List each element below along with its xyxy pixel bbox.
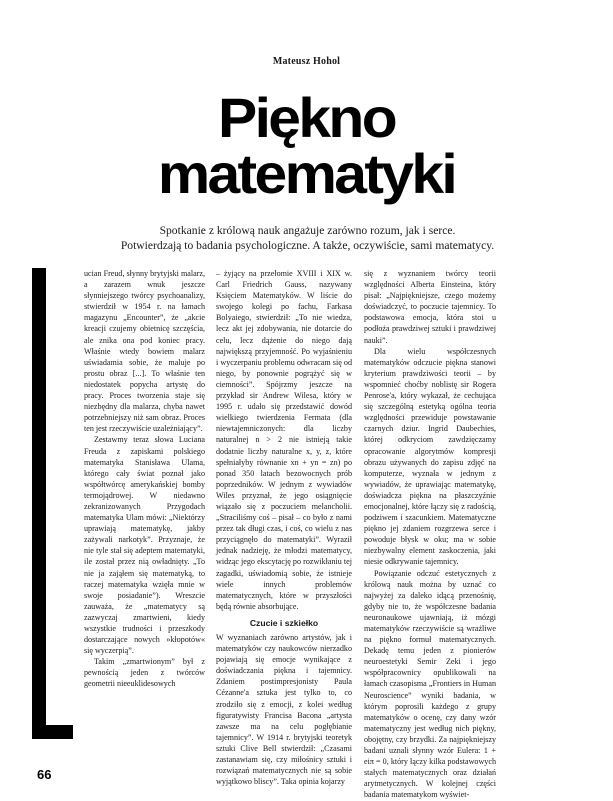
text-column-2	[216, 268, 352, 787]
drop-cap-foot	[32, 725, 73, 739]
title-line-2: matematyki	[157, 142, 456, 205]
article-lead	[60, 223, 555, 253]
paragraph: Powiązanie odczuć estetycznych z królową nauk można by uznać co najwyżej za daleko idącą przenośnię, gdyby nie to, że współczesne badania neuronaukowe ujawniają, iż mózgi matematyków rzeczywiście są wrażliwe na piękno formuł matematycznych. Dekadę temu jeden z pionierów neuroestetyki Semir Zeki i jego współpracownicy opublikowali na łamach czasopisma „Frontiers in Human Neuroscience” wyniki badania, w którym poprosili każdego z grupy matematyków o ocenę, czy dany wzór matematyczny jest według nich piękny, obojętny, czy brzydki. Za najpiękniejszy badani uznali słynny wzór Eulera: 1 + eiπ = 0, który łączy kilka podstawowych stałych matematycznych oraz działań arytmetycznych. W kolejnej części badania matematykom wyświet-	[364, 568, 496, 800]
paragraph: W wyznaniach zarówno artystów, jak i matematyków czy naukowców nierzadko pojawiają się emocje wynikające z doświadczania piękna i tajemnicy. Zdaniem postimpresjonisty Paula Cézanne'a sztuka jest tylko to, co zrodziło się z emocji, z kolei według figuratywisty Francisa Bacona „artysta zawsze ma na celu pogłębianie tajemnicy”. W 1914 r. brytyjski teoretyk sztuki Clive Bell stwierdził: „Czasami zastanawiam się, czy miłośnicy sztuki i rozwiązań matematycznych nie są sobie wyjątkowo bliscy”. Taka opinia kojarzy	[216, 633, 352, 787]
paragraph: – żyjący na przełomie XVIII i XIX w. Carl Friedrich Gauss, nazywany Księciem Matematyków. W liście do swojego kolegi po fachu, Farkasa Bolyaiego, stwierdził: „To nie wiedza, lecz akt jej zdobywania, nie dotarcie do celu, lecz dążenie do niego dają największą przyjemność. Po wyjaśnieniu i wyczerpaniu problemu odwracam się od niego, by ponownie pogrążyć się w ciemności”. Spójrzmy jeszcze na przykład sir Andrew Wilesa, który w 1995 r. udało się przedstawić dowód wielkiego twierdzenia Fermata (dla niewtajemniczonych: dla liczby naturalnej n > 2 nie istnieją takie dodatnie liczby naturalne x, y, z, które spełniałyby równanie xn + yn = zn) po ponad 350 latach bezowocnych prób poprzedników. W jednym z wywiadów Wiles przyznał, że jego osiągnięcie wiązało się z poczuciem melancholii. „Straciliśmy coś – pisał – co było z nami przez tak długi czas, i coś, co wielu z nas przyciągnęło do matematyki”. Wyraził jednak nadzieję, że młodzi matematycy, widząc jego ekscytację po rozwikłaniu tej zagadki, uświadomią sobie, że istnieje wiele innych problemów matematycznych, które w przyszłości będą równie absorbujące.	[216, 269, 352, 611]
section-heading: Czucie i szkiełko	[249, 617, 319, 628]
lead-line-2: Potwierdzają to badania psychologiczne. A także, oczywiście, sami matematycy.	[120, 239, 495, 252]
paragraph: Zestawmy teraz słowa Luciana Freuda z zapiskami polskiego matematyka Stanisława Ulama, którego cały świat poznał jako współtwórcę amerykańskiej bomby termojądrowej. W niedawno zekranizowanych Przygodach matematyka Ulam mówi: „Niektórzy uprawiają matematykę, jakby zażywali narkotyk”. Przyznaje, że nie tyle stał się adeptem matematyki, ile został przez nią owładnięty. „To nie ja zająłem się matematyką, to raczej matematyka wzięła mnie w swoje posiadanie”). Wreszcie zauważa, że „matematycy są zazwyczaj zmartwieni, kiedy wszystkie trudności i przeszkody dostarczające nowych »kłopotów« się wyczerpią”.	[84, 435, 205, 656]
author-byline: Mateusz Hohol	[272, 56, 341, 67]
page-number: 66	[37, 767, 52, 782]
paragraph: Takim „zmartwionym” był z pewnością jeden z twórców geometrii nieeuklidesowych	[84, 657, 205, 689]
article-title	[0, 86, 613, 205]
paragraph: się z wyznaniem twórcy teorii względności Alberta Einsteina, który pisał: „Najpiękniejsze, czego możemy doświadczyć, to poczucie tajemnicy. To podstawowa emocja, która stoi u podłoża prawdziwej sztuki i prawdziwej nauki”.	[364, 269, 496, 345]
text-column-1	[84, 268, 205, 690]
paragraph: ucian Freud, słynny brytyjski malarz, a zarazem wnuk jeszcze słynniejszego twórcy psychoanalizy, stwierdził w 1954 r. na łamach magazynu „Encounter”, że „akcie kreacji czujemy obietnicę szczęścia, ale znika ona pod koniec pracy. Właśnie wtedy bowiem malarz uświadamia sobie, że maluje po prostu obraz [...]. To właśnie ten niedostatek popycha artystę do pracy. Proces tworzenia staje się niezbędny dla malarza, chyba nawet potrzebniejszy niż sam obraz. Proces ten jest rzeczywiście uzależniający”.	[84, 269, 205, 434]
lead-line-1: Spotkanie z królową nauk angażuje zarówno rozum, jak i serce.	[159, 224, 456, 237]
paragraph: Dla wielu współczesnych matematyków odczucie piękna stanowi kryterium prawdziwości teorii – by wspomnieć choćby noblistę sir Rogera Penrose'a, który wykazał, że cechująca się szczególną estetyką ogólna teoria względności przewiduje powstawanie czarnych dziur. Ingrid Daubechies, której odkryciom zawdzięczamy opracowanie algorytmów kompresji obrazu używanych do zapisu zdjęć na komputerze, wyznała w jednym z wywiadów, że uprawiając matematykę, doświadcza piękna na płaszczyźnie emocjonalnej, które łączy się z radością, podziwem i szacunkiem. Matematyczne piękno jej zdaniem rozgrzewa serce i powoduje błysk w oku; ma w sobie niezbywalny element zaskoczenia, jaki niesie odkrywanie tajemnicy.	[364, 346, 496, 567]
text-column-3	[364, 268, 496, 801]
drop-cap	[32, 268, 73, 739]
drop-cap-stem	[32, 268, 46, 739]
title-line-1: Piękno	[217, 86, 396, 149]
